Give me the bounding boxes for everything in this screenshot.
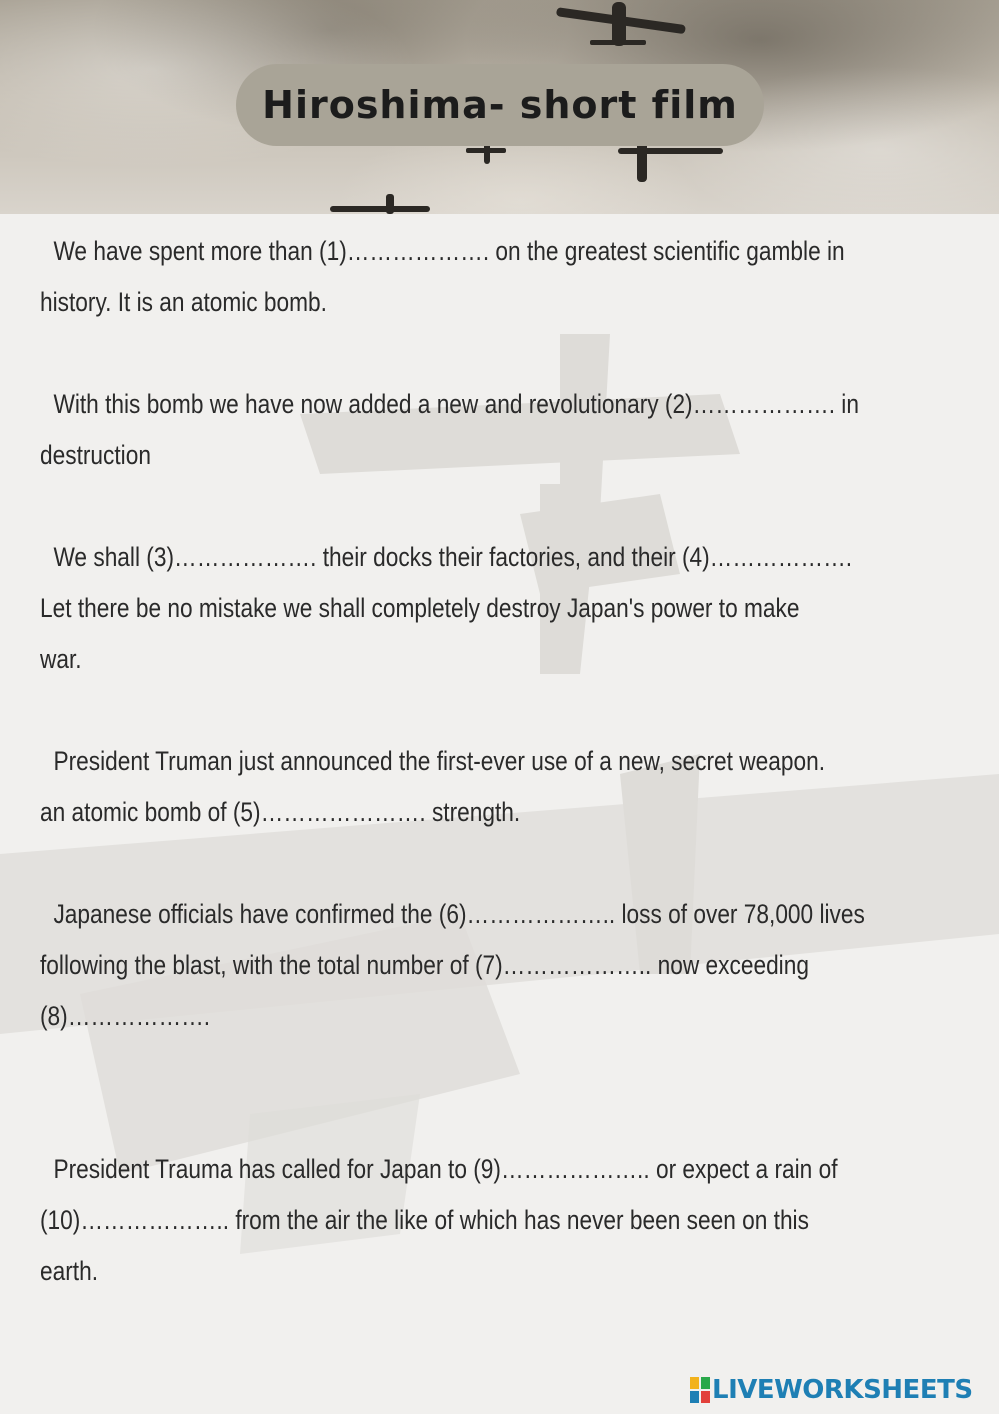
paragraph-4-line-1: President Truman just announced the first-ever use of a new, secret weapon. [53, 746, 825, 776]
header-banner [0, 0, 999, 214]
title-pill [236, 64, 764, 146]
paragraph-6-line-3: earth. [40, 1256, 98, 1286]
liveworksheets-logo-icon [690, 1377, 710, 1403]
paragraph-2-line-2: destruction [40, 440, 151, 470]
paragraph-2-line-1: With this bomb we have now added a new and revolutionary (2)………………. in [53, 389, 859, 419]
paragraph-5-line-1: Japanese officials have confirmed the (6)……………….. loss of over 78,000 lives [53, 899, 865, 929]
paragraph-5-line-3: (8)………………. [40, 1001, 211, 1031]
paragraph-4-line-2: an atomic bomb of (5)…………………. strength. [40, 797, 521, 827]
liveworksheets-logo-text: LIVEWORKSHEETS [712, 1375, 973, 1405]
paragraph-6-line-2: (10)……………….. from the air the like of which has never been seen on this [40, 1205, 809, 1235]
paragraph-3-line-3: war. [40, 644, 82, 674]
paragraph-1-line-1: We have spent more than (1)………………. on the greatest scientific gamble in [53, 236, 845, 266]
paragraph-3-line-1: We shall (3)………………. their docks their factories, and their (4)………………. [53, 542, 853, 572]
liveworksheets-logo[interactable] [690, 1374, 973, 1406]
paragraph-1-line-2: history. It is an atomic bomb. [40, 287, 327, 317]
worksheet-body [40, 226, 865, 1297]
paragraph-6-line-1: President Trauma has called for Japan to (9)……………….. or expect a rain of [53, 1154, 838, 1184]
paragraph-5-line-2: following the blast, with the total number of (7)……………….. now exceeding [40, 950, 809, 980]
paragraph-3-line-2: Let there be no mistake we shall completely destroy Japan's power to make [40, 593, 800, 623]
page-title: Hiroshima- short film [262, 83, 738, 127]
